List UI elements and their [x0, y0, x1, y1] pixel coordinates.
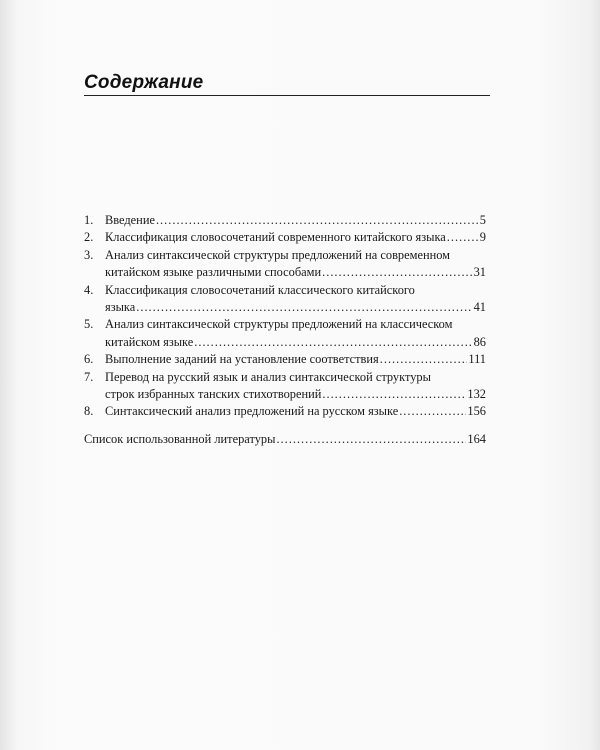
toc-entry-2[interactable] — [84, 229, 486, 246]
toc-page-number: 111 — [468, 352, 486, 367]
toc-leader-dots — [322, 386, 466, 403]
toc-leader-dots — [322, 264, 472, 281]
toc-entry-title-continued: китайском языке — [105, 334, 194, 349]
toc-page-number: 164 — [467, 432, 486, 446]
toc-entry-number: 1. — [84, 213, 94, 227]
toc-entry-number: 5. — [84, 317, 94, 332]
toc-leader-dots — [380, 351, 468, 368]
toc-leader-dots — [156, 212, 479, 229]
toc-entry-title: Перевод на русский язык и анализ синтаксической структуры — [105, 369, 431, 384]
toc-leader-dots — [136, 299, 472, 316]
toc-entry-number: 2. — [84, 230, 94, 245]
toc-entry-title: Список использованной литературы — [84, 432, 276, 446]
toc-leader-dots — [276, 431, 466, 448]
toc-entry-title: Синтаксический анализ предложений на русском языке — [105, 404, 399, 419]
toc-entry-number: 6. — [84, 352, 94, 367]
toc-entry-5[interactable] — [84, 316, 486, 351]
toc-page-number: 156 — [467, 404, 486, 419]
toc-entry-title-continued: строк избранных танских стихотворений — [105, 387, 322, 402]
toc-entry-1[interactable] — [84, 212, 486, 229]
toc-entry-title: Классификация словосочетаний современного китайского языка — [105, 230, 446, 245]
toc-page-number: 86 — [473, 334, 486, 349]
page-title: Содержание — [84, 72, 204, 93]
toc-entry-number: 3. — [84, 247, 94, 262]
toc-entry-number: 8. — [84, 404, 94, 419]
toc-leader-dots — [194, 334, 472, 351]
toc-entry-title: Выполнение заданий на установление соответствия — [105, 352, 379, 367]
toc-leader-dots — [447, 229, 479, 246]
toc-entry-title-continued: китайском языке различными способами — [105, 265, 322, 280]
toc-entry-bibliography[interactable] — [84, 431, 486, 448]
toc-entry-7[interactable] — [84, 369, 486, 404]
toc-page-number: 31 — [473, 265, 486, 280]
title-underline — [84, 95, 490, 96]
toc-page-number: 9 — [479, 230, 486, 245]
toc-page-number: 5 — [479, 213, 486, 227]
toc-entry-3[interactable] — [84, 247, 486, 282]
table-of-contents — [84, 212, 486, 421]
toc-entry-title-continued: языка — [105, 300, 136, 315]
toc-entry-8[interactable] — [84, 403, 486, 420]
toc-entry-number: 4. — [84, 282, 94, 297]
toc-entry-title: Введение — [105, 213, 155, 227]
toc-entry-4[interactable] — [84, 282, 486, 317]
toc-entry-title: Анализ синтаксической структуры предложений на классическом — [105, 317, 453, 332]
toc-entry-number: 7. — [84, 369, 94, 384]
toc-page-number: 132 — [467, 387, 486, 402]
toc-entry-title: Анализ синтаксической структуры предложений на современном — [105, 247, 451, 262]
toc-leader-dots — [399, 403, 466, 420]
toc-entry-6[interactable] — [84, 351, 486, 368]
toc-page-number: 41 — [473, 300, 486, 315]
toc-entry-title: Классификация словосочетаний классического китайского — [105, 282, 415, 297]
